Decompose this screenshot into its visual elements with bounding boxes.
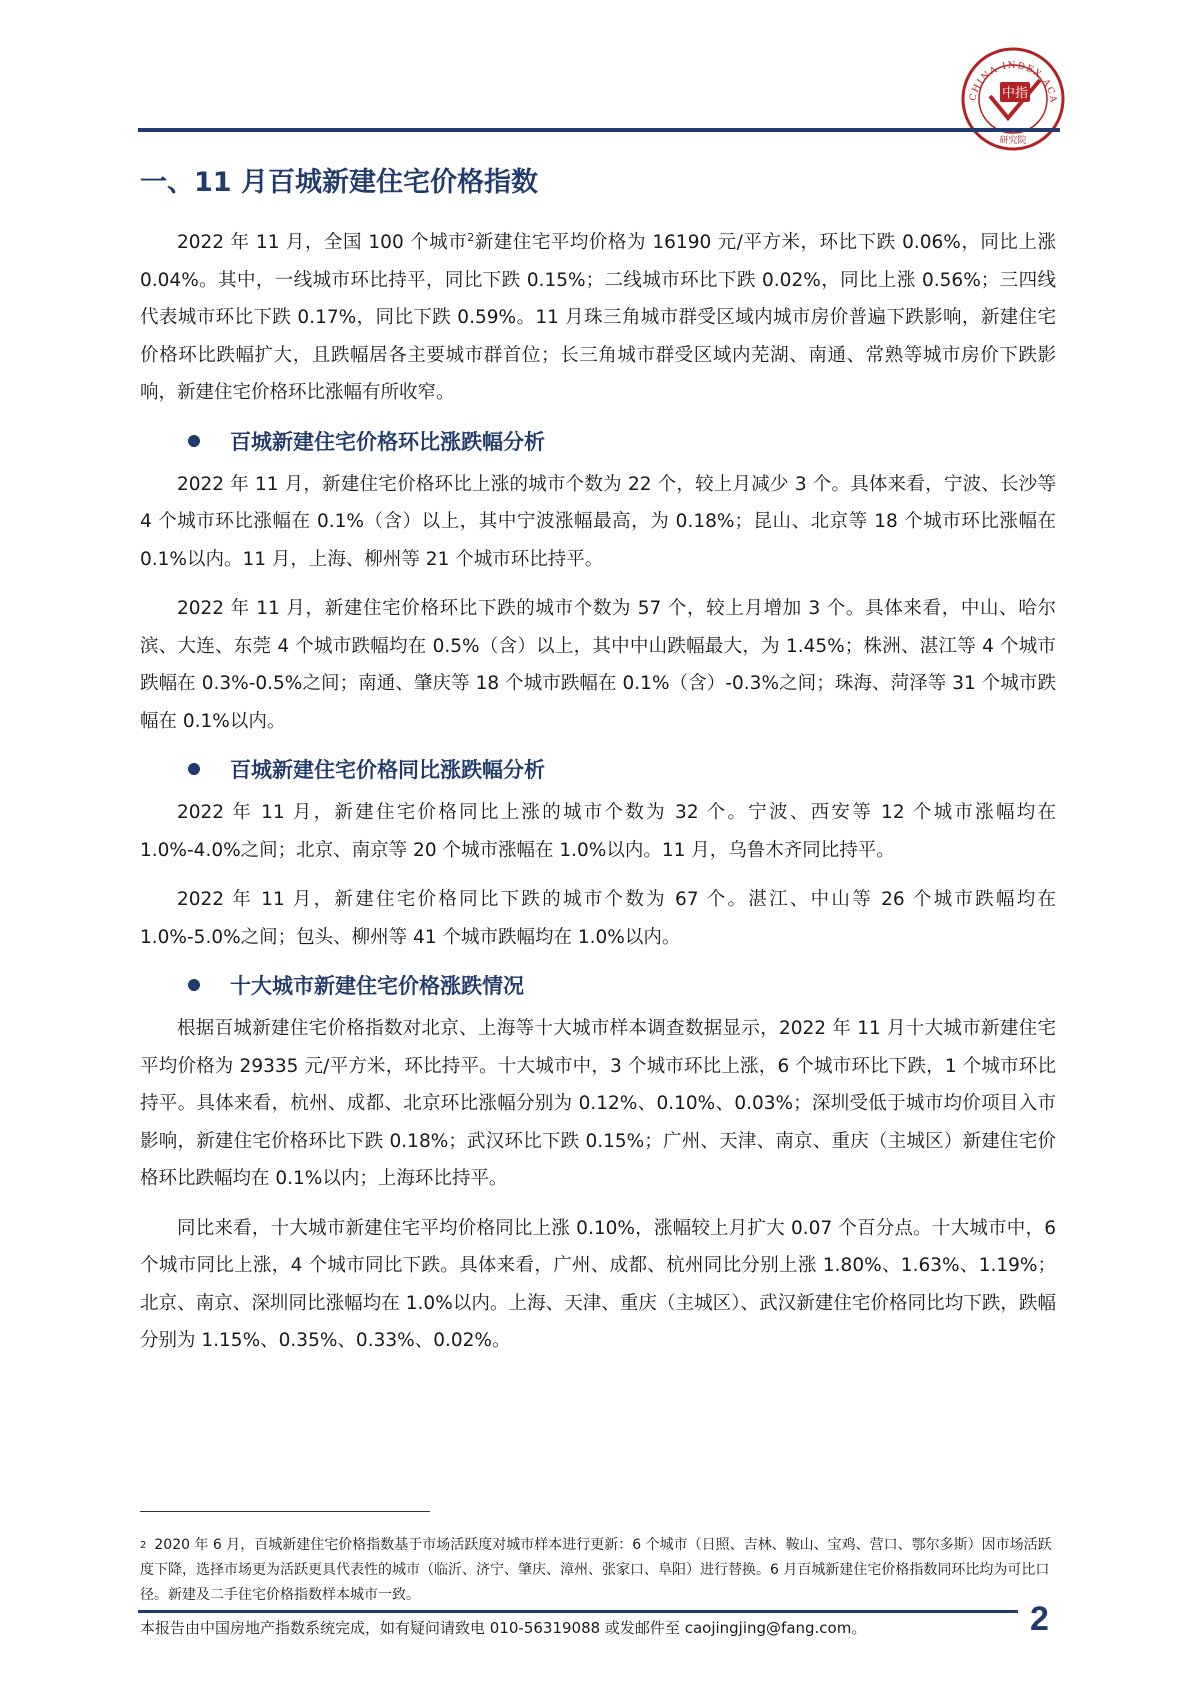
top10-yoy-paragraph: 同比来看，十大城市新建住宅平均价格同比上涨 0.10%，涨幅较上月扩大 0.07 个百分点。十大城市中，6 个城市同比上涨，4 个城市同比下跌。具体来看，广州、成都、杭州同比分别上涨 1.80%、1.63%、1.19%；北京、南京、深圳同比涨幅均在 1.0%以内。上海、天津、重庆（主城区）、武汉新建住宅价格同比均下跌，跌幅分别为 1.15%、0.35%、0.33%、0.02%。 (140, 1217, 1056, 1352)
china-index-academy-logo (960, 46, 1066, 152)
subheading-mom: 百城新建住宅价格环比涨跌幅分析 (140, 426, 1056, 456)
header-rule (138, 128, 1060, 132)
svg-text:研究院: 研究院 (999, 136, 1027, 146)
footer-contact: 本报告由中国房地产指数系统完成，如有疑问请致电 010-56319088 或发邮件至 caojingjing@fang.com。 (140, 1619, 867, 1637)
mom-fall-paragraph: 2022 年 11 月，新建住宅价格环比下跌的城市个数为 57 个，较上月增加 3 个。具体来看，中山、哈尔滨、大连、东莞 4 个城市跌幅均在 0.5%（含）以上，其中中山跌幅最大，为 1.45%；株洲、湛江等 4 个城市跌幅在 0.3%-0.5%之间；南通、肇庆等 18 个城市跌幅在 0.1%（含）-0.3%之间；珠海、菏泽等 31 个城市跌幅在 0.1%以内。 (140, 598, 1056, 732)
yoy-fall-paragraph: 2022 年 11 月，新建住宅价格同比下跌的城市个数为 67 个。湛江、中山等 26 个城市跌幅均在 1.0%-5.0%之间；包头、柳州等 41 个城市跌幅均在 1.0%以内。 (140, 889, 1056, 948)
subheading-top10: 十大城市新建住宅价格涨跌情况 (140, 970, 1056, 1000)
footnote: $^2$ 2020 年 6 月，百城新建住宅价格指数基于市场活跃度对城市样本进行更新：6 个城市（日照、吉林、鞍山、宝鸡、营口、鄂尔多斯）因市场活跃度下降，选择市场更为活跃更具代表性的城市（临沂、济宁、肇庆、漳州、张家口、阜阳）进行替换。6 月百城新建住宅价格指数同环比均为可比口径。新建及二手住宅价格指数样本城市一致。 (140, 1537, 1052, 1603)
page-number: 2 (1030, 1600, 1049, 1638)
bullet-icon (188, 979, 200, 991)
svg-text:中指: 中指 (1001, 86, 1029, 101)
section-heading: 一、11 月百城新建住宅价格指数 (140, 167, 538, 198)
yoy-rise-paragraph: 2022 年 11 月，新建住宅价格同比上涨的城市个数为 32 个。宁波、西安等 12 个城市涨幅均在 1.0%-4.0%之间；北京、南京等 20 个城市涨幅在 1.0%以内。11 月，乌鲁木齐同比持平。 (140, 802, 1056, 861)
main-content (140, 150, 1056, 1372)
bullet-icon (188, 763, 200, 775)
top10-mom-paragraph: 根据百城新建住宅价格指数对北京、上海等十大城市样本调查数据显示，2022 年 11 月十大城市新建住宅平均价格为 29335 元/平方米，环比持平。十大城市中，3 个城市环比上涨，6 个城市环比下跌，1 个城市环比持平。具体来看，杭州、成都、北京环比涨幅分别为 0.12%、0.10%、0.03%；深圳受低于城市均价项目入市影响，新建住宅价格环比下跌 0.18%；武汉环比下跌 0.15%；广州、天津、南京、重庆（主城区）新建住宅价格环比跌幅均在 0.1%以内；上海环比持平。 (140, 1018, 1056, 1190)
footnote-rule (140, 1511, 430, 1512)
mom-rise-paragraph: 2022 年 11 月，新建住宅价格环比上涨的城市个数为 22 个，较上月减少 3 个。具体来看，宁波、长沙等 4 个城市环比涨幅在 0.1%（含）以上，其中宁波涨幅最高，为 0.18%；昆山、北京等 18 个城市环比涨幅在 0.1%以内。11 月，上海、柳州等 21 个城市环比持平。 (140, 473, 1056, 570)
subheading-yoy: 百城新建住宅价格同比涨跌幅分析 (140, 754, 1056, 784)
intro-paragraph: 2022 年 11 月，全国 100 个城市$^2$新建住宅平均价格为 16190 元/平方米，环比下跌 0.06%，同比上涨 0.04%。其中，一线城市环比持平，同比下跌 0.15%；二线城市环比下跌 0.02%，同比上涨 0.56%；三四线代表城市环比下跌 0.17%，同比下跌 0.59%。11 月珠三角城市群受区域内城市房价普遍下跌影响，新建住宅价格环比跌幅扩大，且跌幅居各主要城市群首位；长三角城市群受区域内芜湖、南通、常熟等城市房价下跌影响，新建住宅价格环比涨幅有所收窄。 (140, 231, 1056, 404)
footnote-ref: 2 (467, 231, 475, 244)
bullet-icon (188, 435, 200, 447)
svg-text:CHINA INDEX ACADEMY: CHINA INDEX ACA (968, 60, 1059, 105)
footer-rule (138, 1610, 1018, 1613)
